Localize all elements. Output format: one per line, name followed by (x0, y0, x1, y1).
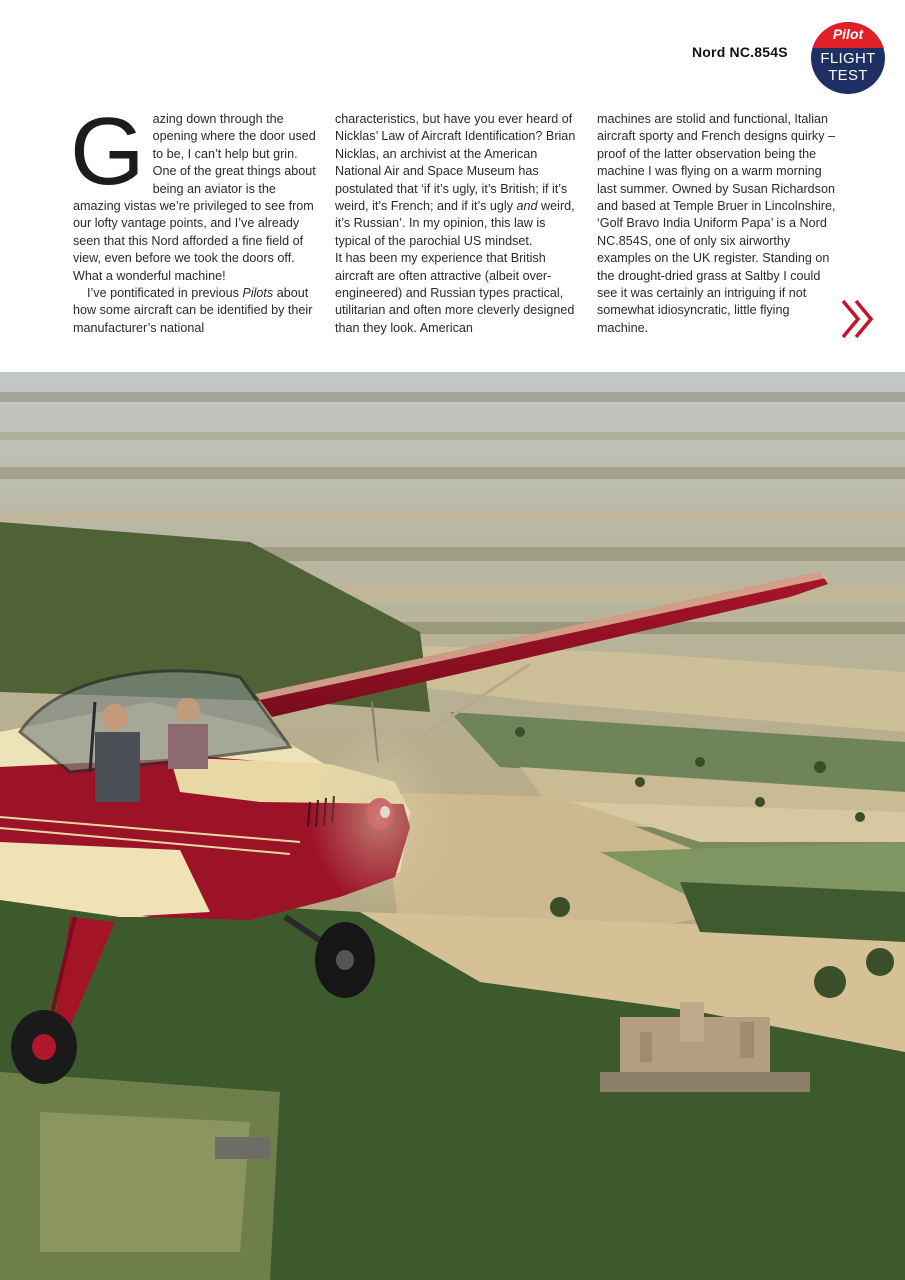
drop-cap: G (70, 98, 145, 205)
running-header: Nord NC.854S (692, 44, 788, 60)
badge-line-2: TEST (828, 67, 868, 84)
article-column-2 (335, 111, 582, 337)
magazine-title-italic: Pilots (242, 286, 274, 301)
badge-brand: Pilot (832, 26, 864, 42)
aerial-photo-nord-aircraft (0, 372, 905, 1280)
article-column-3 (597, 111, 837, 337)
pilot-flight-test-badge (811, 22, 885, 94)
emphasis-and: and (516, 199, 538, 214)
paragraph-4: It has been my experience that British aircraft are often attractive (albeit over-engineered) and Russian types practical, utilitarian and often more cleverly designed than they look. American (335, 251, 575, 335)
paragraph-2-end: about how some aircraft can be identified by their manufacturer’s national (73, 286, 313, 335)
article-column-1 (70, 98, 318, 337)
paragraph-3-start: characteristics, but have you ever heard of Nicklas’ Law of Aircraft Identification? Brian Nicklas, an archivist at the American National Air and Space Museum has postulated that ‘if it’s ugly, it’s British; if it’s weird, it’s French; and if it’s ugly (335, 112, 576, 214)
paragraph-5: machines are stolid and functional, Italian aircraft sporty and French designs quirky – proof of the latter observation being the machine I was flying on a warm morning last summer. Owned by Susan Richardson and based at Temple Bruer in Lincolnshire, ‘Golf Bravo India Uniform Papa’ is a Nord NC.854S, one of only six airworthy examples on the UK register. Standing on the drought-dried grass at Saltby I could see it was certainly an intriguing if not somewhat idiosyncratic, little flying machine. (597, 112, 836, 335)
badge-line-1: FLIGHT (820, 50, 876, 67)
paragraph-3-end: weird, it’s Russian’. In my opinion, this law is typical of the parochial US mindset. (335, 199, 575, 248)
paragraph-1: azing down through the opening where the door used to be, I can’t help but grin. One of the great things about being an aviator is the amazing vistas we’re privileged to see from our lofty vantage points, and I’ve already seen that this Nord afforded a fine field of view, even before we took the doors off. What a wonderful machine! (73, 112, 316, 283)
double-chevron-right-icon (840, 298, 876, 340)
paragraph-2-start: I’ve pontificated in previous (87, 286, 243, 301)
